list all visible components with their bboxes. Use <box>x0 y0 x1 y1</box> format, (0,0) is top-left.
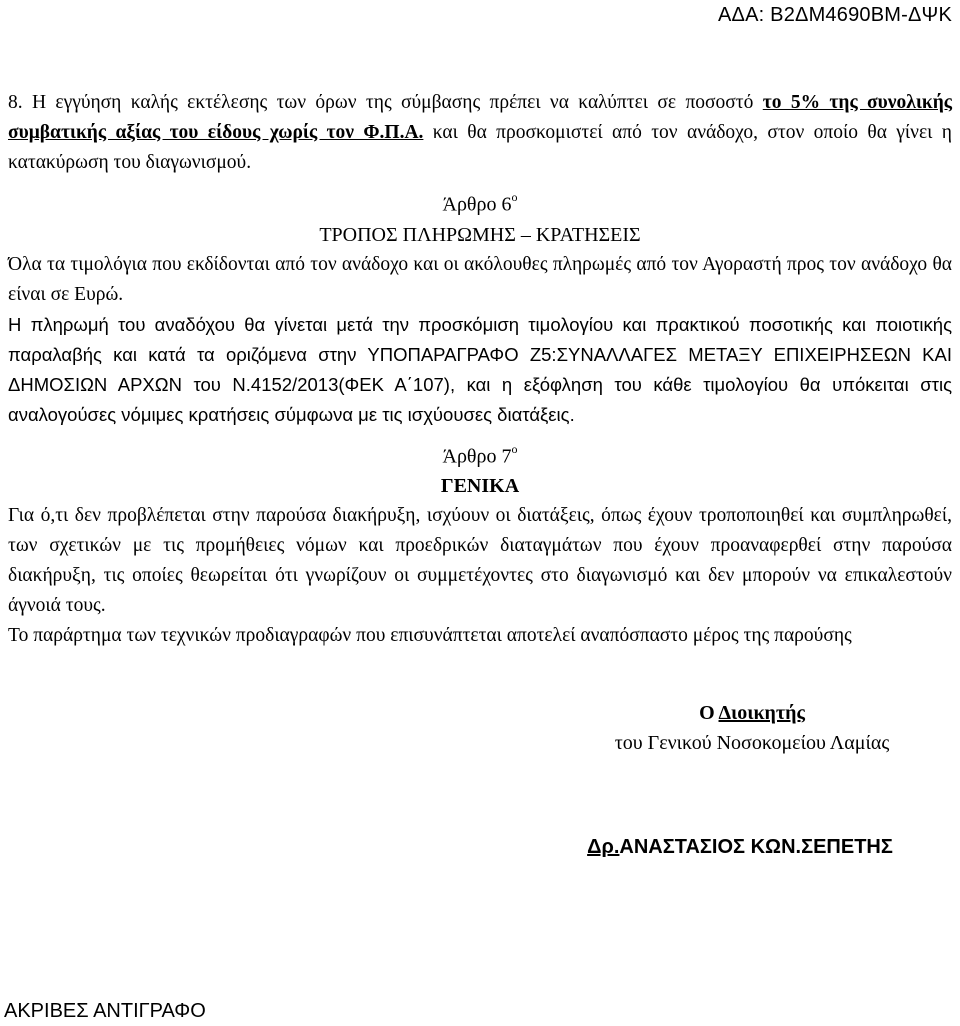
article-7-title: Άρθρο $7^o$ <box>442 441 518 468</box>
signer-name: Δρ.ΑΝΑΣΤΑΣΙΟΣ ΚΩΝ.ΣΕΠΕΤΗΣ <box>587 836 893 858</box>
article-7-paragraph-2: Το παράρτημα των τεχνικών προδιαγραφών που επισυνάπτεται αποτελεί αναπόσπαστο μέρος της παρούσης <box>8 625 852 647</box>
article-6-heading: ΤΡΟΠΟΣ ΠΛΗΡΩΜΗΣ – ΚΡΑΤΗΣΕΙΣ <box>319 223 641 246</box>
article-7-heading: ΓΕΝΙΚΑ <box>440 475 520 498</box>
certified-copy-label: ΑΚΡΙΒΕΣ ΑΝΤΙΓΡΑΦΟ <box>4 1000 206 1022</box>
signer-organization: του Γενικού Νοσοκομείου Λαμίας <box>614 732 890 754</box>
article-6-title: Άρθρο $6^o$ <box>442 190 518 216</box>
paragraph-8-prefix: 8. Η εγγύηση καλής εκτέλεσης των όρων της σύμβασης πρέπει να καλύπτει σε ποσοστό <box>8 92 763 113</box>
signer-role: Ο Διοικητής <box>699 702 805 724</box>
document-body <box>8 88 952 651</box>
article-6-paragraph-2: Η πληρωμή του αναδόχου θα γίνεται μετά την προσκόμιση τιμολογίου και πρακτικού ποσοτικής και ποιοτικής παραλαβής και κατά τα οριζόμενα στην ΥΠΟΠΑΡΑΓΡΑΦΟ Ζ5:ΣΥΝΑΛΛΑΓΕΣ ΜΕΤΑΞΥ ΕΠΙΧΕΙΡΗΣΕΩΝ ΚΑΙ ΔΗΜΟΣΙΩΝ ΑΡΧΩΝ του Ν.4152/2013(ΦΕΚ Α΄107), και η εξόφληση του κάθε τιμολογίου θα υπόκειται στις αναλογούσες νόμιμες κρατήσεις σύμφωνα με τις ισχύουσες διατάξεις. <box>8 313 952 425</box>
article-7-paragraph-1: Για ό,τι δεν προβλέπεται στην παρούσα διακήρυξη, ισχύουν οι διατάξεις, όπως έχουν τροποποιηθεί και συμπληρωθεί, των σχετικών με τις προμήθειες νόμων και προεδρικών διαταγμάτων που έχουν προαναφερθεί στην παρούσα διακήρυξη, τις οποίες θεωρείται ότι γνωρίζουν οι συμμετέχοντες στο διαγωνισμό και δεν μπορούν να επικαλεστούν άγνοιά τους. <box>8 505 952 617</box>
paragraph-8 <box>8 88 952 178</box>
paragraph-8-suffix: και θα προσκομιστεί από τον ανάδοχο, στον οποίο θα γίνει η κατακύρωση του διαγωνισμού. <box>8 122 952 173</box>
guarantee-percentage: το 5% της συνολικής συμβατικής αξίας του είδους χωρίς τον Φ.Π.Α. <box>8 92 952 143</box>
ada-code: ΑΔΑ: Β2ΔΜ4690ΒΜ-ΔΨΚ <box>718 4 952 26</box>
article-6-paragraph-1: Όλα τα τιμολόγια που εκδίδονται από τον ανάδοχο και οι ακόλουθες πληρωμές από τον Αγοραστή προς τον ανάδοχο θα είναι σε Ευρώ. <box>8 253 952 305</box>
